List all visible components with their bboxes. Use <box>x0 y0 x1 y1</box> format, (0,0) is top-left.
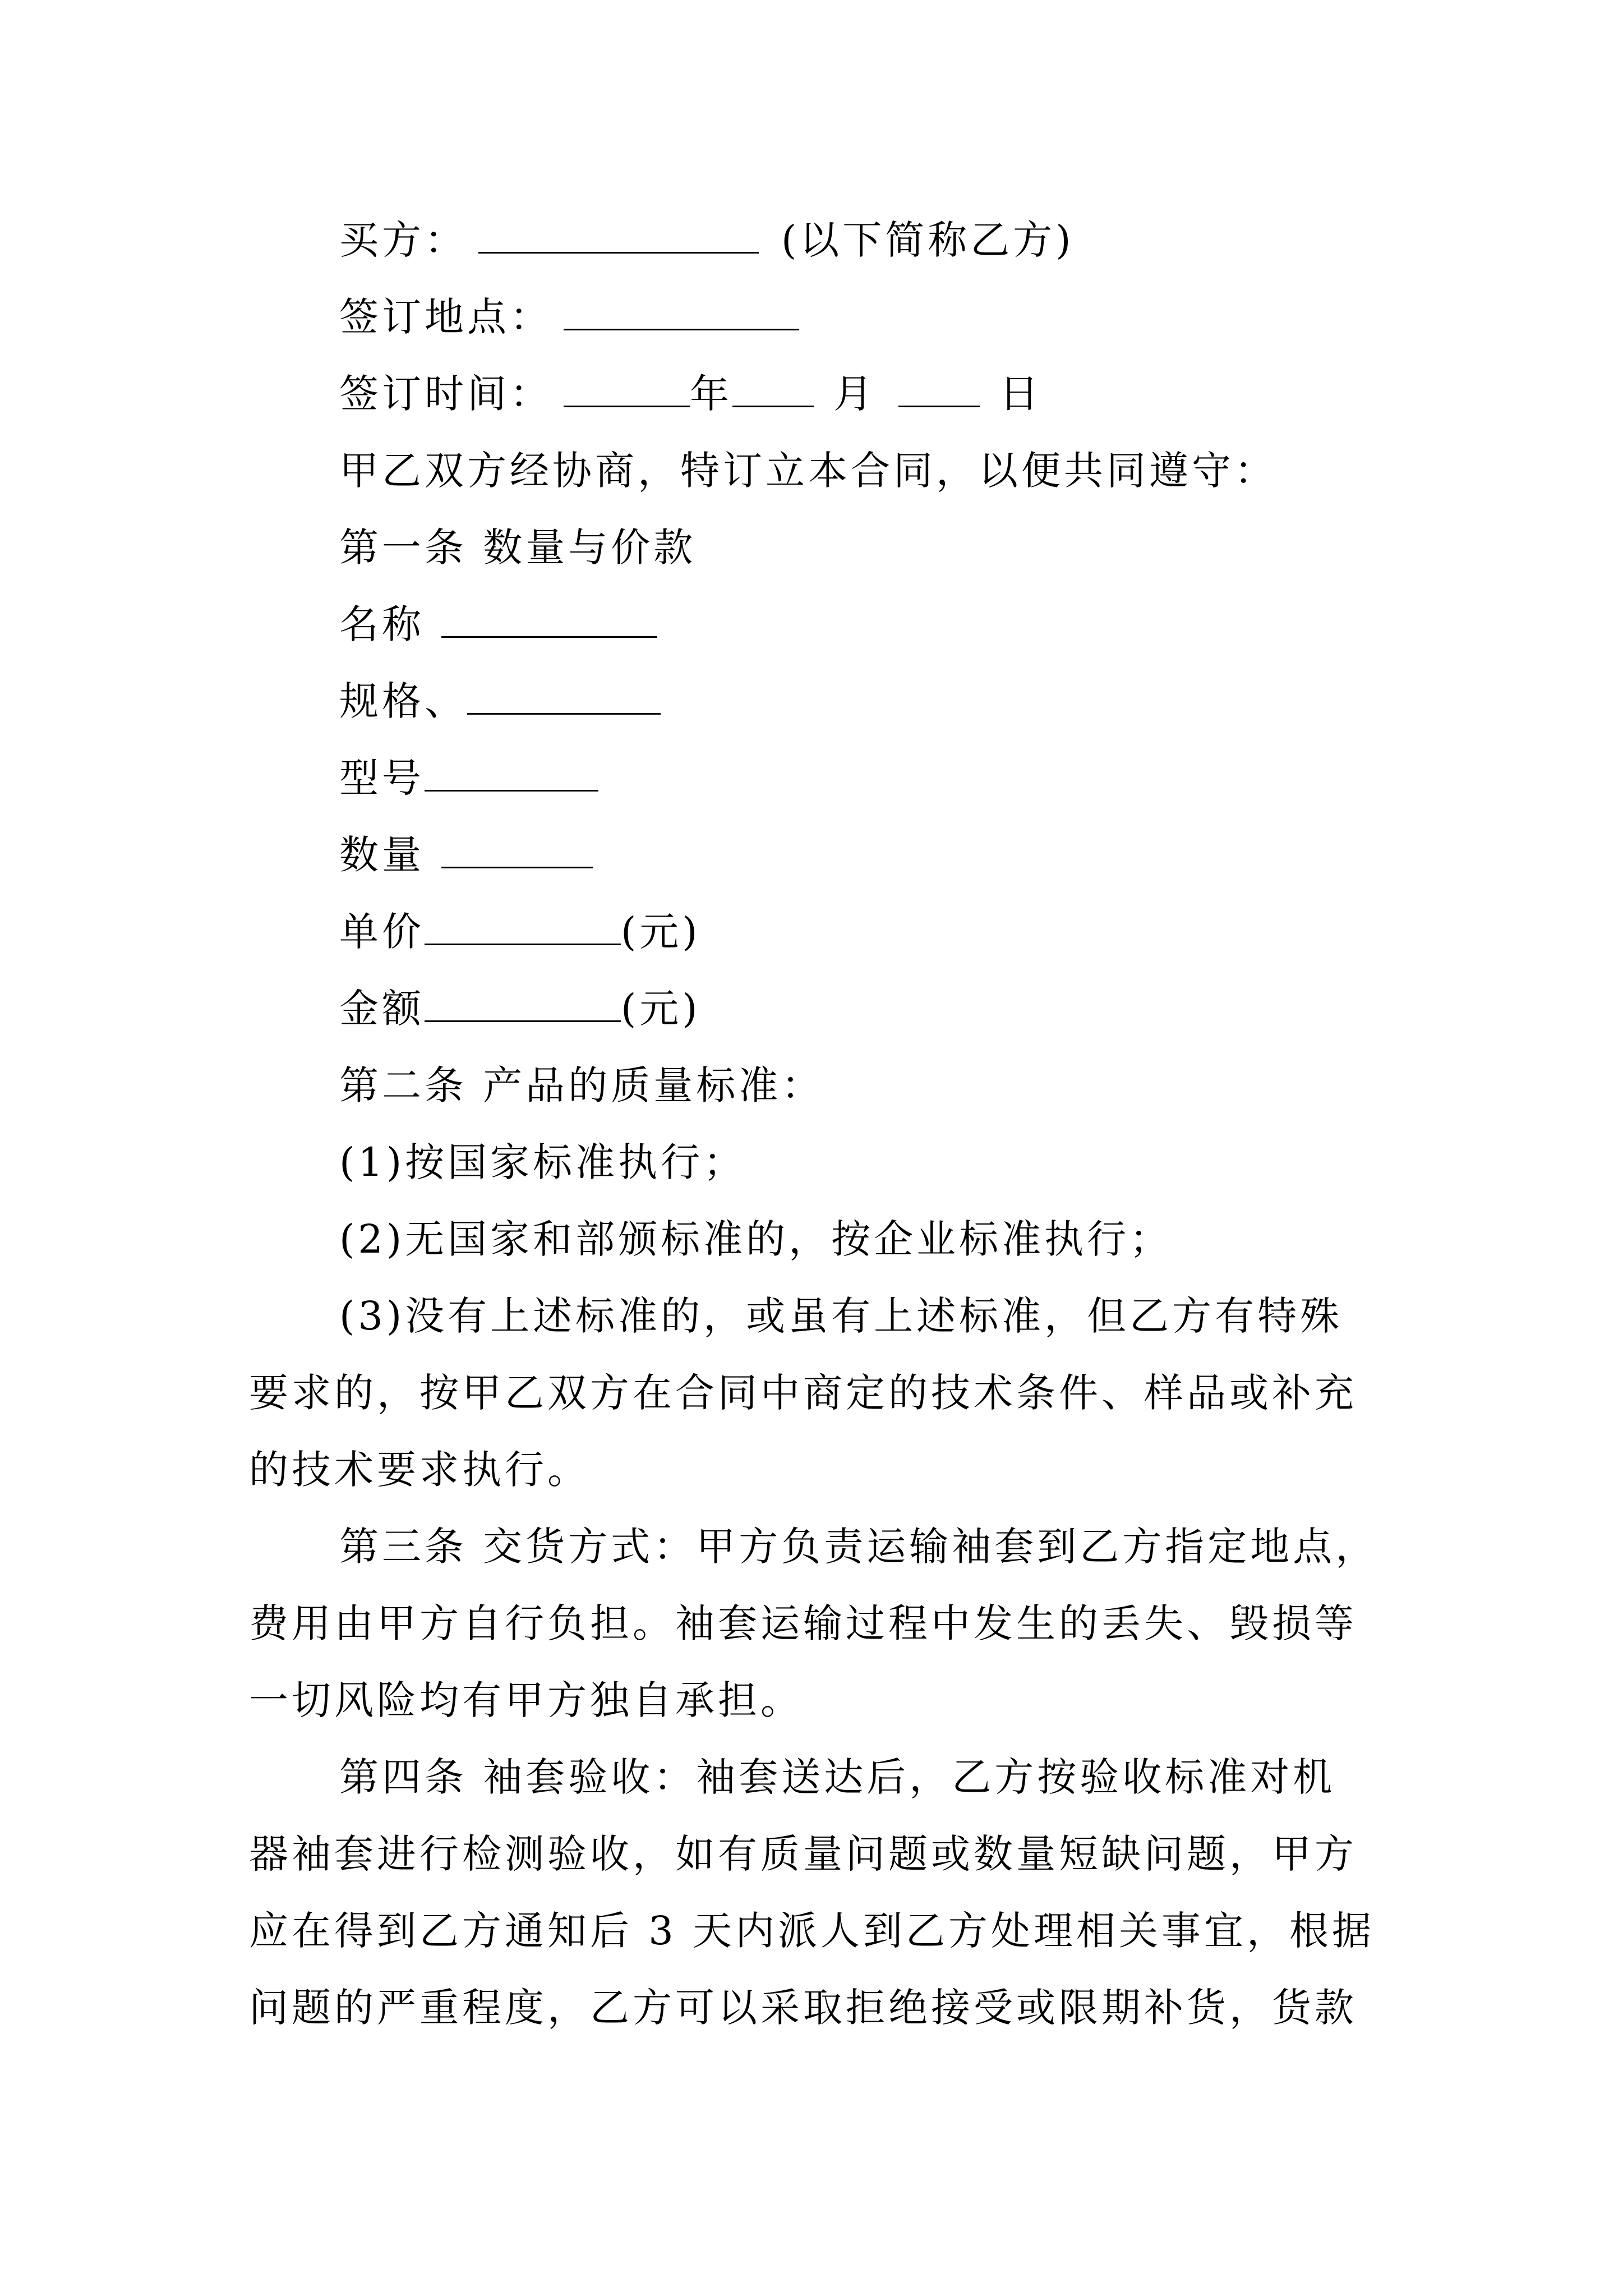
article-2-title: 第二条 产品的质量标准： <box>339 1062 824 1108</box>
article-2-item-3-line-1: (3)没有上述标准的，或虽有上述标准，但乙方有特殊 <box>339 1293 1343 1339</box>
time-day: 日 <box>999 371 1042 417</box>
day-blank <box>898 369 980 407</box>
model-blank <box>425 753 598 792</box>
spec-label: 规格、 <box>339 678 467 724</box>
month-blank <box>732 369 814 407</box>
amount-label: 金额 <box>339 986 425 1032</box>
buyer-line <box>339 215 1075 265</box>
article-2-item-2: (2)无国家和部颁标准的，按企业标准执行； <box>339 1216 1173 1262</box>
article-3-line-3: 一切风险均有甲方独自承担。 <box>249 1677 803 1723</box>
article-2-item-3-line-2: 要求的，按甲乙双方在合同中商定的技术条件、样品或补充 <box>249 1370 1357 1416</box>
model-label: 型号 <box>339 755 425 801</box>
article-3-line-1: 第三条 交货方式：甲方负责运输袖套到乙方指定地点， <box>339 1524 1378 1570</box>
article-2-item-3-line-3: 的技术要求执行。 <box>249 1447 590 1493</box>
article-4-line-3: 应在得到乙方通知后 3 天内派人到乙方处理相关事宜，根据 <box>249 1908 1375 1954</box>
time-line <box>339 369 1042 419</box>
name-line <box>339 599 657 650</box>
amount-blank <box>425 983 621 1022</box>
quantity-line <box>339 830 593 880</box>
buyer-blank <box>478 215 759 254</box>
model-line <box>339 753 598 803</box>
unit-price-suffix: (元) <box>621 909 701 955</box>
unit-price-label: 单价 <box>339 909 425 955</box>
place-label: 签订地点： <box>339 294 552 340</box>
quantity-blank <box>441 830 593 868</box>
unit-price-line <box>339 907 701 957</box>
intro-line: 甲乙双方经协商，特订立本合同，以便共同遵守： <box>339 448 1277 494</box>
name-label: 名称 <box>339 601 425 647</box>
quantity-label: 数量 <box>339 832 425 878</box>
year-blank <box>564 369 690 407</box>
article-1-title: 第一条 数量与价款 <box>339 524 697 570</box>
article-2-item-1: (1)按国家标准执行； <box>339 1139 746 1185</box>
article-4-line-4: 问题的严重程度，乙方可以采取拒绝接受或限期补货，货款 <box>249 1985 1357 2031</box>
name-blank <box>441 599 657 638</box>
buyer-label: 买方： <box>339 217 467 263</box>
article-3-line-2: 费用由甲方自行负担。袖套运输过程中发生的丢失、毁损等 <box>249 1600 1357 1646</box>
amount-line <box>339 983 701 1034</box>
place-line <box>339 292 799 342</box>
article-4-line-2: 器袖套进行检测验收，如有质量问题或数量短缺问题，甲方 <box>249 1831 1357 1877</box>
time-year: 年 <box>690 371 732 417</box>
unit-price-blank <box>425 907 621 945</box>
place-blank <box>564 292 799 330</box>
amount-suffix: (元) <box>621 986 701 1032</box>
article-4-line-1: 第四条 袖套验收：袖套送达后，乙方按验收标准对机 <box>339 1754 1336 1800</box>
spec-line <box>339 676 661 726</box>
buyer-suffix: (以下简称乙方) <box>781 217 1075 263</box>
time-label: 签订时间： <box>339 371 552 417</box>
time-month: 月 <box>833 371 876 417</box>
spec-blank <box>467 676 661 715</box>
